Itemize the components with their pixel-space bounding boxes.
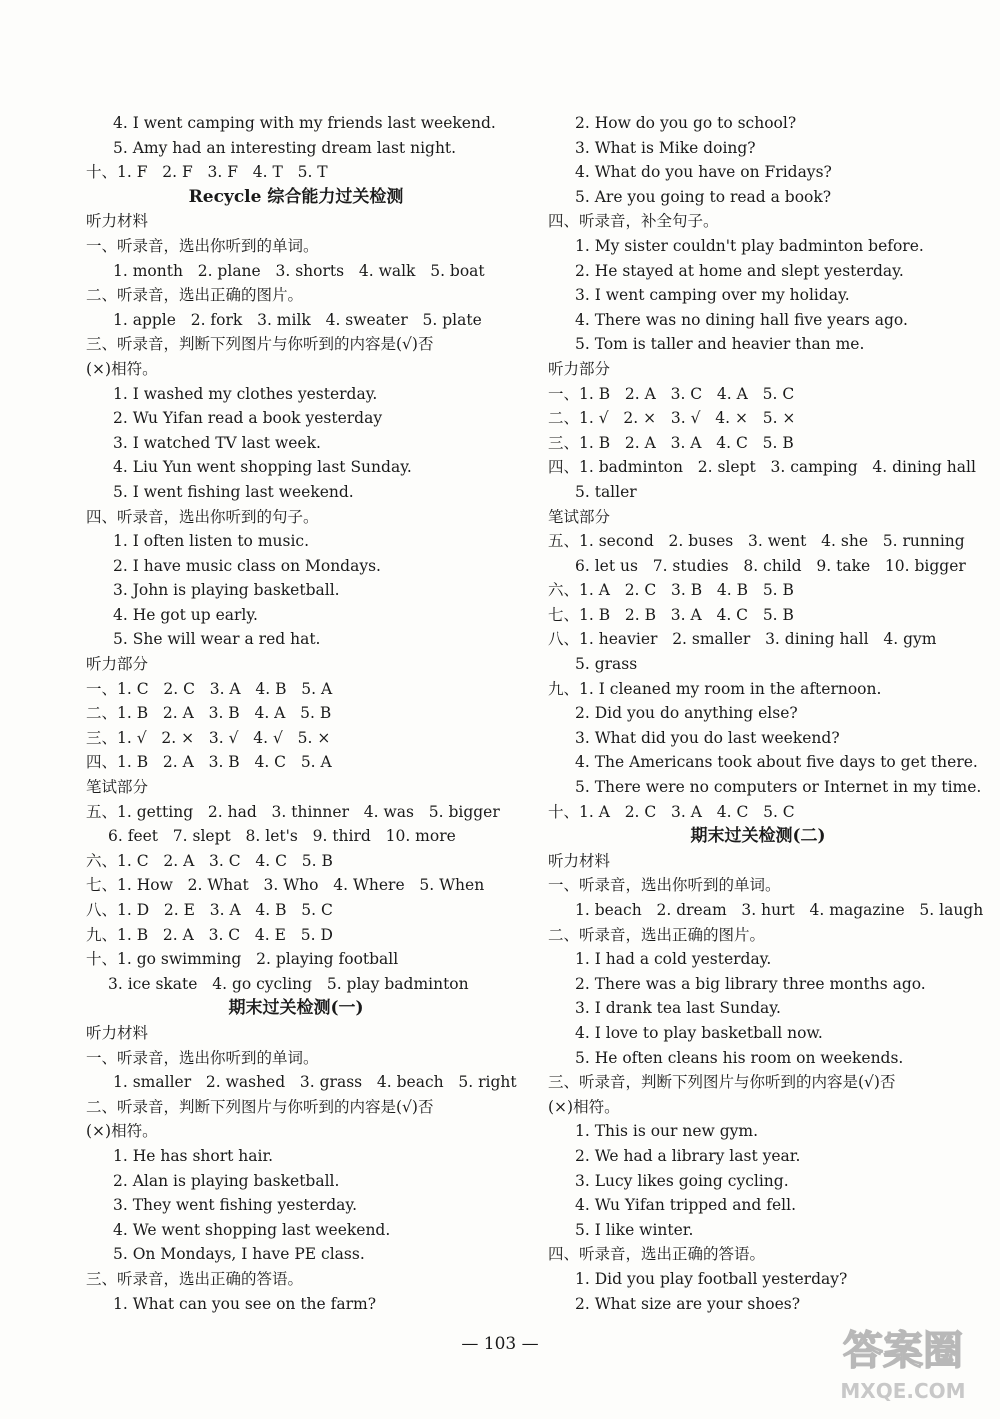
item-line: 1. Did you play football yesterday? [575,1269,848,1288]
item-line: 3. John is playing basketball. [113,581,340,600]
section-heading: 听力材料 [548,851,611,870]
item-line: 2. I have music class on Mondays. [113,556,381,575]
watermark-url: MXQE.COM [840,1379,966,1403]
answer-line: 七、1. How 2. What 3. Who 4. Where 5. When [86,876,485,895]
item-line: 1. I washed my clothes yesterday. [113,384,378,403]
item-line: 3. They went fishing yesterday. [113,1196,358,1215]
section-heading: 听力材料 [86,1023,149,1042]
section-heading: 听力部分 [548,359,611,378]
item-line: 4. I love to play basketball now. [575,1023,823,1042]
item-line: 5. Are you going to read a book? [575,187,832,206]
item-line: 6. let us 7. studies 8. child 9. take 10. bigger [575,556,966,575]
section-heading: (×)相符。 [548,1097,620,1116]
item-line: 5. I went fishing last weekend. [113,482,354,501]
section-heading: (×)相符。 [86,359,158,378]
answer-line: 二、1. √ 2. × 3. √ 4. × 5. × [548,409,796,428]
section-heading: 四、听录音，选出你听到的句子。 [86,507,319,526]
item-line: 3. I went camping over my holiday. [575,286,850,305]
section-title: 期末过关检测(一) [228,998,364,1019]
item-line: 1. month 2. plane 3. shorts 4. walk 5. boat [113,261,485,280]
item-line: 1. apple 2. fork 3. milk 4. sweater 5. plate [113,310,482,329]
item-line: 5. Tom is taller and heavier than me. [575,335,865,354]
section-heading: (×)相符。 [86,1122,158,1141]
item-line: 1. beach 2. dream 3. hurt 4. magazine 5. laugh [575,901,984,919]
section-heading: 一、听录音，选出你听到的单词。 [548,876,781,895]
answer-line: 八、1. heavier 2. smaller 3. dining hall 4. gym [548,630,937,649]
item-line: 4. What do you have on Fridays? [575,163,832,182]
item-line: 3. Lucy likes going cycling. [575,1171,789,1190]
left-column [86,111,517,1316]
section-heading: 四、听录音，补全句子。 [548,212,719,231]
item-line: 4. He got up early. [113,605,258,624]
section-heading: 四、听录音，选出正确的答语。 [548,1245,766,1264]
answer-line: 十、1. go swimming 2. playing football [86,950,399,969]
answer-line: 四、1. B 2. A 3. B 4. C 5. A [86,753,332,772]
answer-line: 十、1. A 2. C 3. A 4. C 5. C [548,802,795,821]
section-heading: 一、听录音，选出你听到的单词。 [86,1048,319,1067]
item-line: 2. Did you do anything else? [575,704,798,723]
answer-line: 九、1. B 2. A 3. C 4. E 5. D [86,925,333,944]
section-heading: 三、听录音，选出正确的答语。 [86,1269,304,1288]
item-line: 5. She will wear a red hat. [113,630,321,649]
section-title: Recycle 综合能力过关检测 [188,186,404,207]
item-line: 2. What size are your shoes? [575,1294,801,1313]
item-line: 5. There were no computers or Internet in my time. [575,778,982,797]
watermark-logo [828,1318,978,1408]
item-line: 4. Liu Yun went shopping last Sunday. [113,458,412,477]
item-line: 5. On Mondays, I have PE class. [113,1245,365,1264]
section-heading: 三、听录音，判断下列图片与你听到的内容是(√)否 [86,335,434,354]
answer-line: 七、1. B 2. B 3. A 4. C 5. B [548,605,794,624]
watermark-text: 答案圈 [843,1328,963,1374]
section-heading: 听力材料 [86,212,149,231]
section-heading: 三、听录音，判断下列图片与你听到的内容是(√)否 [548,1073,896,1092]
section-heading: 一、听录音，选出你听到的单词。 [86,236,319,255]
item-line: 1. I often listen to music. [113,532,310,551]
item-line: 4. I went camping with my friends last weekend. [113,114,496,132]
section-title: 期末过关检测(二) [690,826,826,847]
item-line: 5. taller [575,482,637,501]
item-line: 4. We went shopping last weekend. [113,1220,391,1239]
page-number: — 103 — [461,1334,539,1354]
item-line: 1. This is our new gym. [575,1122,759,1141]
item-line: 2. Alan is playing basketball. [113,1171,340,1190]
item-line: 1. My sister couldn't play badminton before. [575,236,924,255]
section-heading: 二、听录音，判断下列图片与你听到的内容是(√)否 [86,1097,434,1116]
item-line: 5. Amy had an interesting dream last night. [113,138,457,157]
answer-line: 十、1. F 2. F 3. F 4. T 5. T [86,163,328,182]
answer-line: 九、1. I cleaned my room in the afternoon. [548,679,882,698]
section-heading: 听力部分 [86,655,149,674]
item-line: 5. He often cleans his room on weekends. [575,1048,904,1067]
answer-line: 八、1. D 2. E 3. A 4. B 5. C [86,901,333,919]
item-line: 5. I like winter. [575,1220,694,1239]
item-line: 2. There was a big library three months ago. [575,974,926,993]
answer-line: 六、1. A 2. C 3. B 4. B 5. B [548,581,794,600]
item-line: 3. I drank tea last Sunday. [575,999,781,1018]
section-heading: 笔试部分 [548,507,611,526]
item-line: 3. I watched TV last week. [113,433,321,452]
answer-line: 五、1. getting 2. had 3. thinner 4. was 5. bigger [86,802,500,821]
answer-line: 三、1. B 2. A 3. A 4. C 5. B [548,433,794,452]
answer-line: 四、1. badminton 2. slept 3. camping 4. dining hall [548,458,976,477]
answer-line: 二、1. B 2. A 3. B 4. A 5. B [86,704,332,723]
item-line: 2. He stayed at home and slept yesterday. [575,261,904,280]
answer-line: 五、1. second 2. buses 3. went 4. she 5. running [548,532,965,551]
answer-line: 六、1. C 2. A 3. C 4. C 5. B [86,851,333,870]
item-line: 4. There was no dining hall five years ago. [575,310,908,329]
item-line: 4. Wu Yifan tripped and fell. [575,1196,797,1215]
item-line: 1. I had a cold yesterday. [575,950,772,969]
item-line: 4. The Americans took about five days to get there. [575,753,978,772]
item-line: 2. We had a library last year. [575,1146,801,1165]
item-line: 1. He has short hair. [113,1146,274,1165]
item-line: 5. grass [575,655,638,674]
item-line: 1. What can you see on the farm? [113,1294,377,1313]
answer-line: 一、1. C 2. C 3. A 4. B 5. A [86,679,333,698]
item-line: 1. smaller 2. washed 3. grass 4. beach 5. right [113,1073,517,1092]
item-line: 3. What is Mike doing? [575,138,756,157]
item-line: 3. What did you do last weekend? [575,728,840,747]
item-line: 3. ice skate 4. go cycling 5. play badminton [108,974,469,993]
section-heading: 二、听录音，选出正确的图片。 [86,286,304,305]
item-line: 2. Wu Yifan read a book yesterday [113,409,383,428]
right-column [548,111,984,1316]
item-line: 6. feet 7. slept 8. let's 9. third 10. more [108,827,456,846]
section-heading: 笔试部分 [86,778,149,797]
answer-line: 三、1. √ 2. × 3. √ 4. √ 5. × [86,728,331,747]
answer-line: 一、1. B 2. A 3. C 4. A 5. C [548,384,795,403]
section-heading: 二、听录音，选出正确的图片。 [548,925,766,944]
item-line: 2. How do you go to school? [575,114,797,132]
